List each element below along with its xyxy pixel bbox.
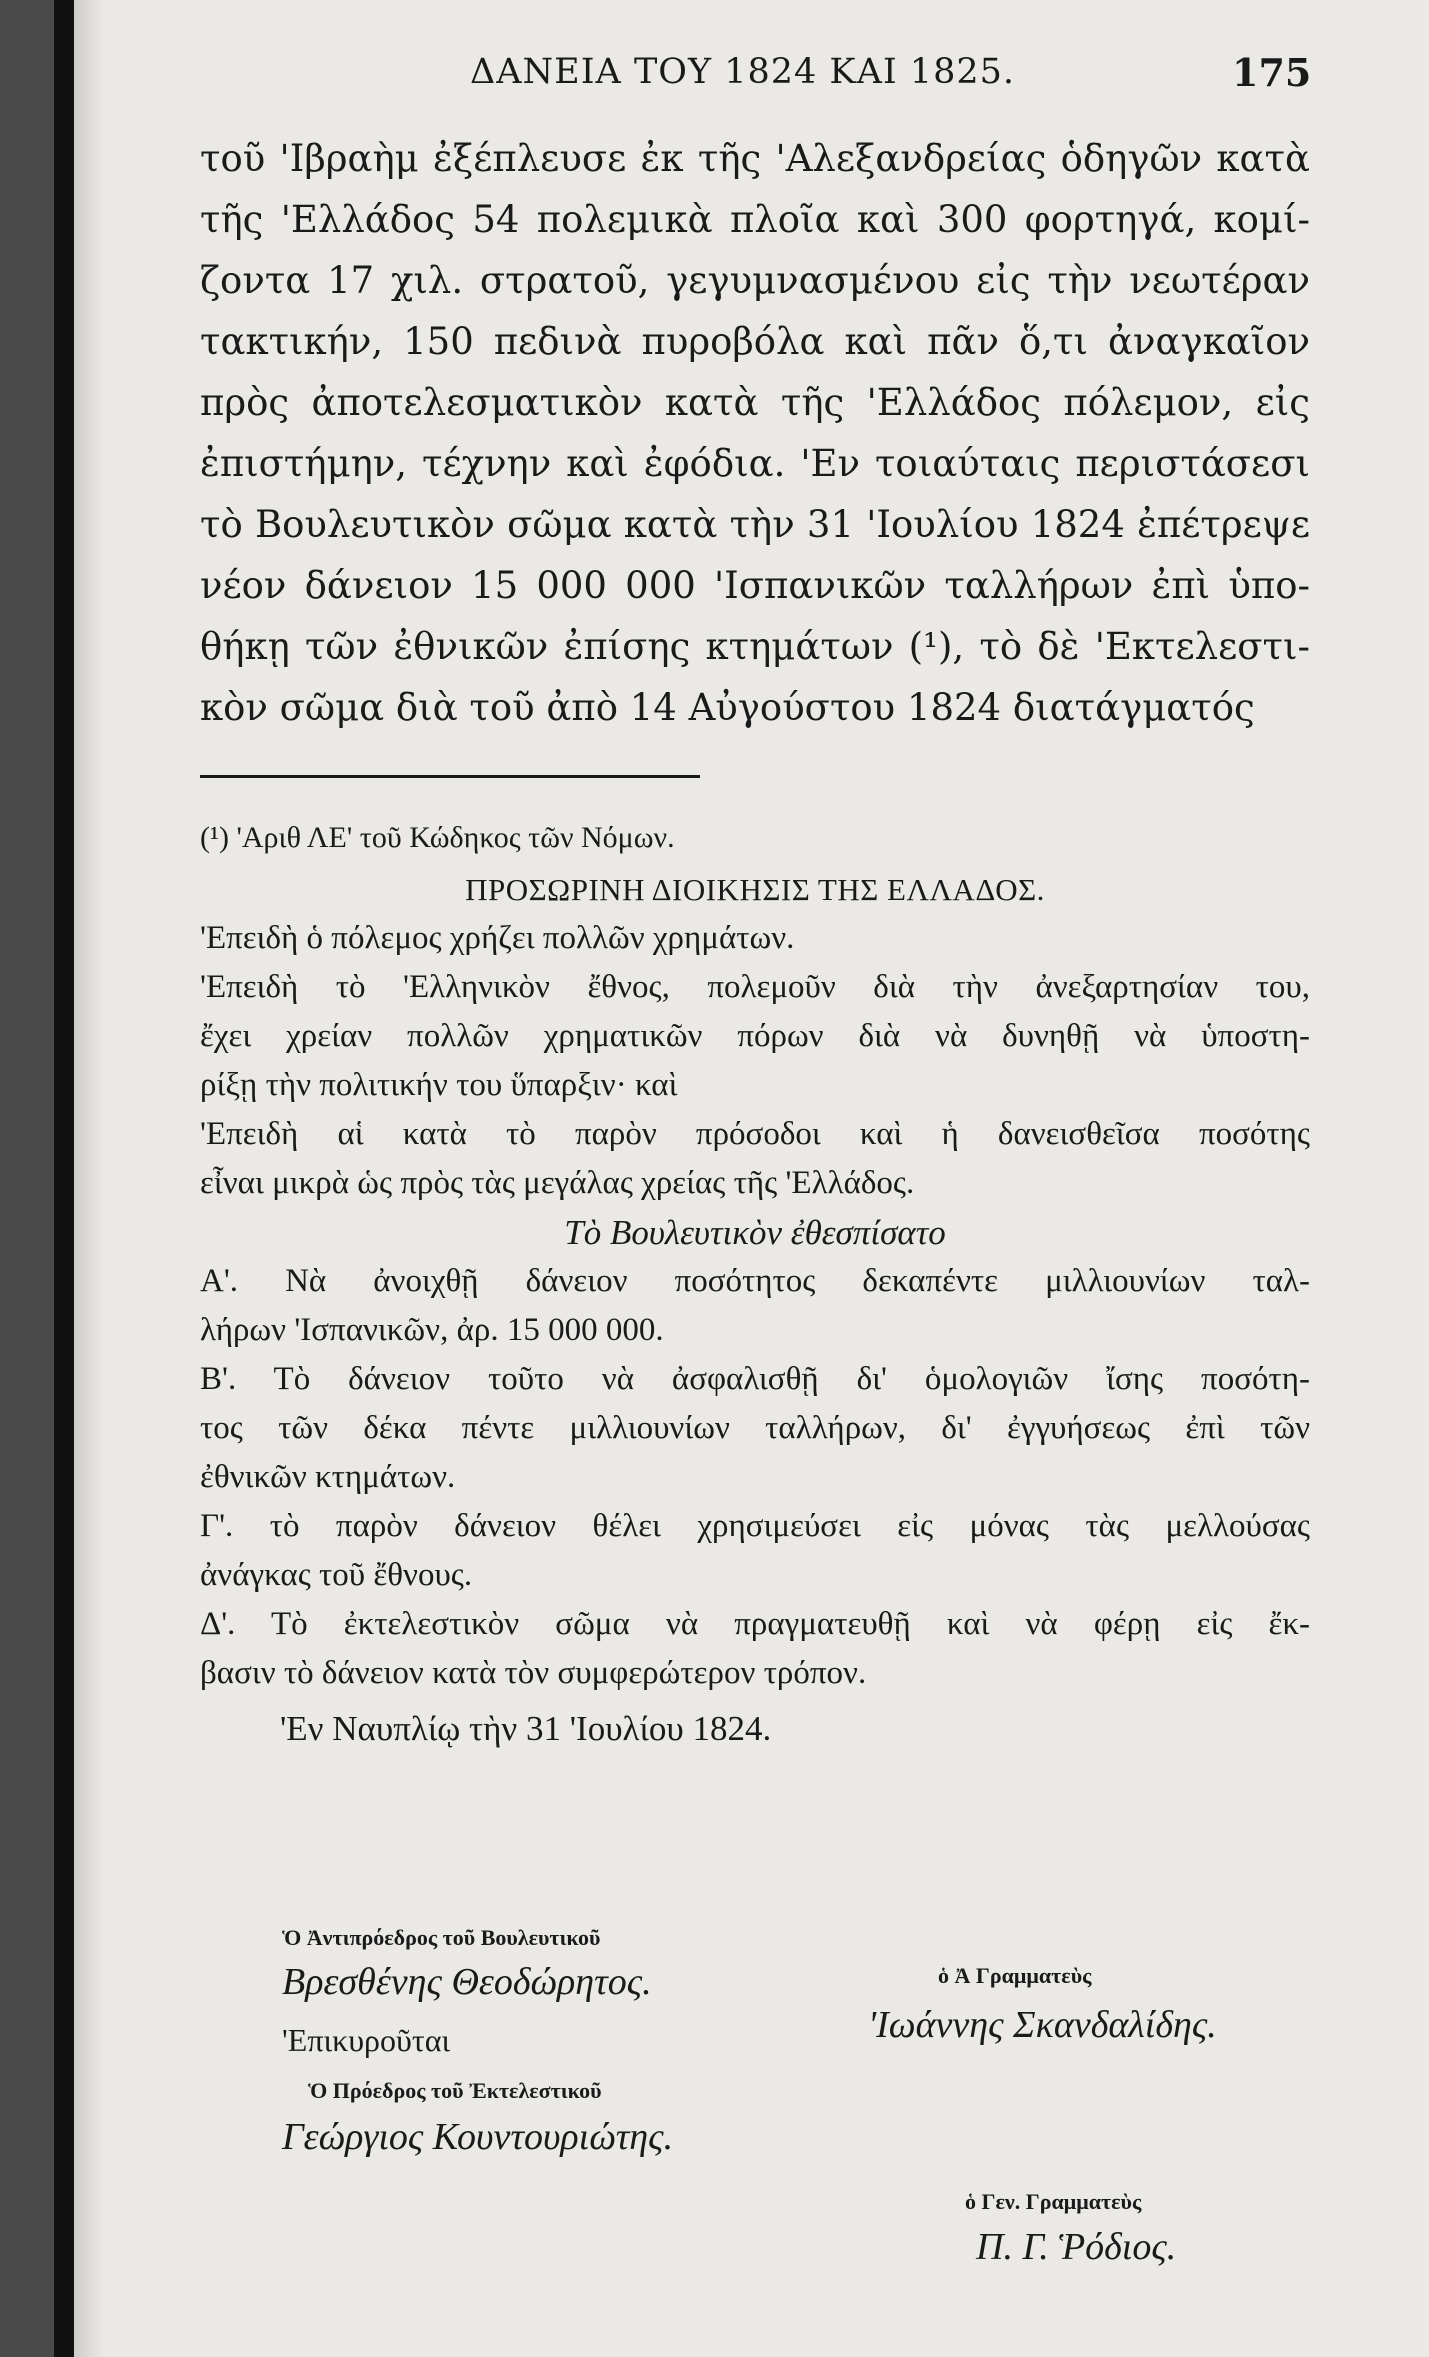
general-secretary-title: ὁ Γεν. Γραμματεὺς [965, 2189, 1142, 2214]
page-shadow [74, 0, 104, 2357]
body-text [200, 128, 1310, 738]
preamble-line: 'Επειδὴ τὸ 'Ελληνικὸν ἔθνος, πολεμοῦν διὰ τὴν ἀνεξαρτησίαν του, [200, 969, 1310, 1005]
body-line: ζοντα 17 χιλ. στρατοῦ, γεγυμνασμένου εἰς τὴν νεωτέραν [200, 259, 1310, 302]
article-line: Α'. Νὰ ἀνοιχθῇ δάνειον ποσότητος δεκαπέντε μιλλιουνίων ταλ- [200, 1263, 1310, 1299]
body-line: τοῦ 'Ιβραὴμ ἐξέπλευσε ἐκ τῆς 'Αλεξανδρείας ὁδηγῶν κατὰ [200, 137, 1310, 180]
page-number: 175 [1232, 50, 1312, 95]
preamble-line: εἶναι μικρὰ ὡς πρὸς τὰς μεγάλας χρείας τῆς 'Ελλάδος. [200, 1165, 915, 1201]
president-title: Ὁ Πρόεδρος τοῦ Ἐκτελεστικοῦ [308, 2078, 602, 2103]
preamble-line: 'Επειδὴ αἱ κατὰ τὸ παρὸν πρόσοδοι καὶ ἡ δανεισθεῖσα ποσότης [200, 1116, 1310, 1152]
decree-document [200, 810, 1310, 1760]
article-line: λήρων 'Ισπανικῶν, ἀρ. 15 000 000. [200, 1312, 664, 1348]
body-line: κὸν σῶμα διὰ τοῦ ἀπὸ 14 Αὐγούστου 1824 διατάγματός [200, 686, 1255, 729]
president-signature: Γεώργιος Κουντουριώτης. [282, 2116, 674, 2158]
body-line: θήκῃ τῶν ἐθνικῶν ἐπίσης κτημάτων (¹), τὸ δὲ 'Εκτελεστι- [200, 625, 1310, 668]
vice-president-signature: Βρεσθένης Θεοδώρητος. [282, 1961, 652, 2003]
article-line: τος τῶν δέκα πέντε μιλλιουνίων ταλλήρων, δι' ἐγγυήσεως ἐπὶ τῶν [200, 1410, 1310, 1446]
body-line: τακτικήν, 150 πεδινὰ πυροβόλα καὶ πᾶν ὅ,τι ἀναγκαῖον [200, 320, 1310, 363]
footnote-divider [200, 775, 700, 778]
footnote: (¹) 'Αριθ ΛΕ' τοῦ Κώδηκος τῶν Νόμων. [200, 821, 675, 854]
decree-date: 'Εν Ναυπλίῳ τὴν 31 'Ιουλίου 1824. [280, 1709, 772, 1748]
body-line: νέον δάνειον 15 000 000 'Ισπανικῶν ταλλήρων ἐπὶ ὑπο- [200, 564, 1310, 607]
secretary-signature: 'Ιωάννης Σκανδαλίδης. [868, 2004, 1217, 2046]
secretary-title: ὁ Ἀ Γραμματεὺς [938, 1963, 1092, 1988]
article-line: Δ'. Τὸ ἐκτελεστικὸν σῶμα νὰ πραγματευθῇ καὶ νὰ φέρῃ εἰς ἔκ- [200, 1606, 1310, 1642]
preamble-line: ἔχει χρείαν πολλῶν χρηματικῶν πόρων διὰ νὰ δυνηθῇ νὰ ὑποστη- [200, 1018, 1310, 1054]
article-line: Β'. Τὸ δάνειον τοῦτο νὰ ἀσφαλισθῇ δι' ὁμολογιῶν ἴσης ποσότη- [200, 1361, 1310, 1397]
vice-president-title: Ὁ Ἀντιπρόεδρος τοῦ Βουλευτικοῦ [282, 1925, 601, 1950]
decree-heading: ΠΡΟΣΩΡΙΝΗ ΔΙΟΙΚΗΣΙΣ ΤΗΣ ΕΛΛΑΔΟΣ. [465, 872, 1045, 907]
ratified-label: 'Επικυροῦται [282, 2022, 451, 2058]
preamble-line: 'Επειδὴ ὁ πόλεμος χρήζει πολλῶν χρημάτων. [200, 920, 795, 956]
article-line: βασιν τὸ δάνειον κατὰ τὸν συμφερώτερον τρόπον. [200, 1655, 867, 1691]
enactment-formula: Τὸ Βουλευτικὸν ἐθεσπίσατο [564, 1213, 946, 1252]
body-line: τῆς 'Ελλάδος 54 πολεμικὰ πλοῖα καὶ 300 φορτηγά, κομί- [200, 198, 1310, 241]
preamble-line: ρίξῃ τὴν πολιτικήν του ὕπαρξιν· καὶ [200, 1067, 678, 1103]
article-line: Γ'. τὸ παρὸν δάνειον θέλει χρησιμεύσει εἰς μόνας τὰς μελλούσας [200, 1508, 1310, 1544]
body-line: ἐπιστήμην, τέχνην καὶ ἐφόδια. 'Εν τοιαύταις περιστάσεσι [200, 442, 1310, 485]
binding-edge [54, 0, 74, 2357]
article-line: ἀνάγκας τοῦ ἔθνους. [200, 1557, 473, 1593]
general-secretary-signature: Π. Γ. Ῥόδιος. [976, 2226, 1177, 2268]
article-line: ἐθνικῶν κτημάτων. [200, 1459, 456, 1495]
body-line: πρὸς ἀποτελεσματικὸν κατὰ τῆς 'Ελλάδος πόλεμον, εἰς [200, 381, 1310, 424]
body-line: τὸ Βουλευτικὸν σῶμα κατὰ τὴν 31 'Ιουλίου 1824 ἐπέτρεψε [200, 503, 1310, 546]
running-header: ΔΑΝΕΙΑ ΤΟΥ 1824 ΚΑΙ 1825. [470, 52, 1015, 92]
